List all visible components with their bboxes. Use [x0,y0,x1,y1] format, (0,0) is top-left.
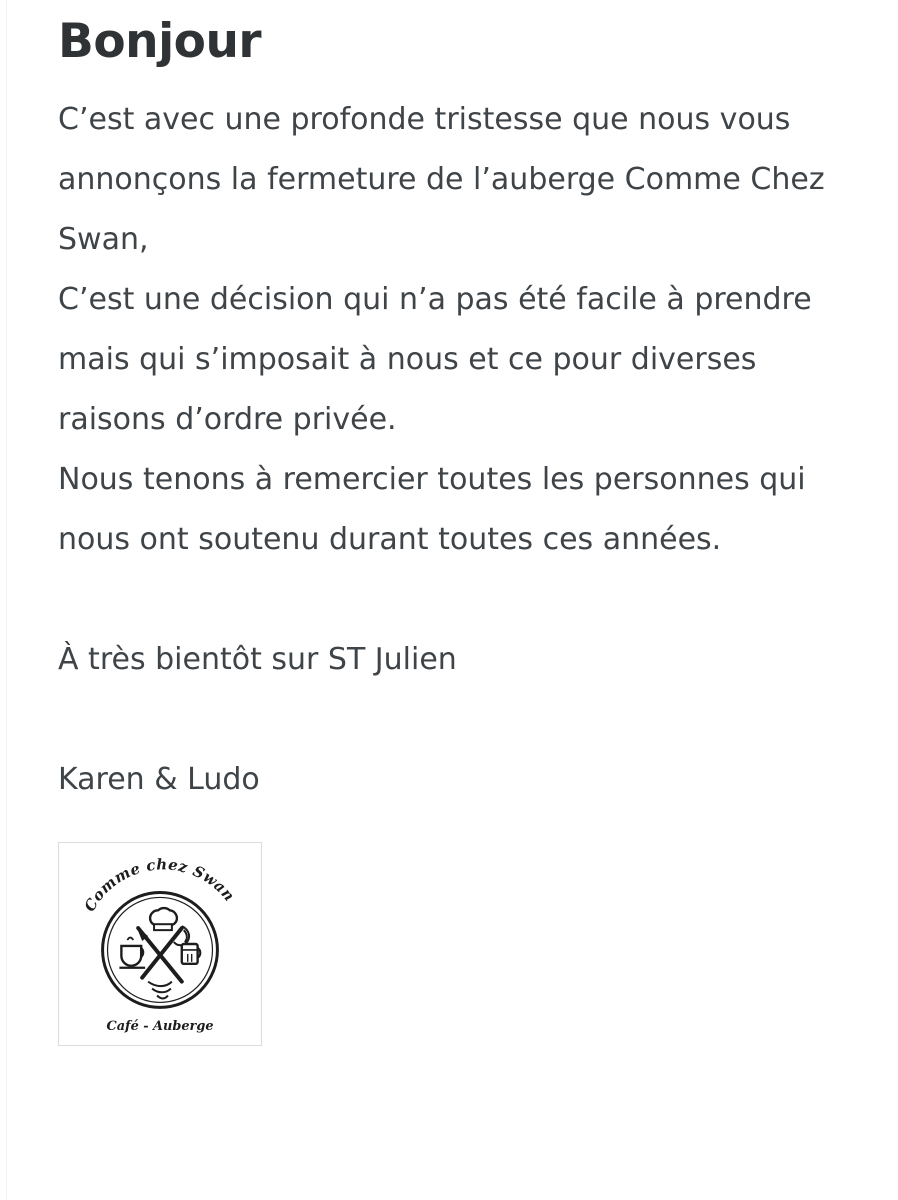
logo-container [58,842,858,1046]
paragraph-3: Nous tenons à remercier toutes les personnes qui nous ont soutenu durant toutes ces années. [58,461,806,557]
closing-line: À très bientôt sur ST Julien [58,641,457,677]
logo-arc-text: Comme chez Swan [80,855,239,915]
paragraph-spacer [58,570,848,630]
logo-frame [58,842,262,1046]
signature: Karen & Ludo [58,761,260,797]
closing-spacer [58,690,848,750]
beer-mug-icon [182,944,201,964]
page-left-rule [0,0,7,1200]
announcement-body [58,90,848,810]
comme-chez-swan-logo-icon [59,843,261,1045]
logo-bottom-text: Café - Auberge [106,1018,214,1034]
paragraph-1: C’est avec une profonde tristesse que nous vous annonçons la fermeture de l’auberge Comme Chez Swan, [58,101,825,257]
page-title: Bonjour [58,14,262,69]
paragraph-2: C’est une décision qui n’a pas été facile à prendre mais qui s’imposait à nous et ce pour diverses raisons d’ordre privée. [58,281,812,437]
